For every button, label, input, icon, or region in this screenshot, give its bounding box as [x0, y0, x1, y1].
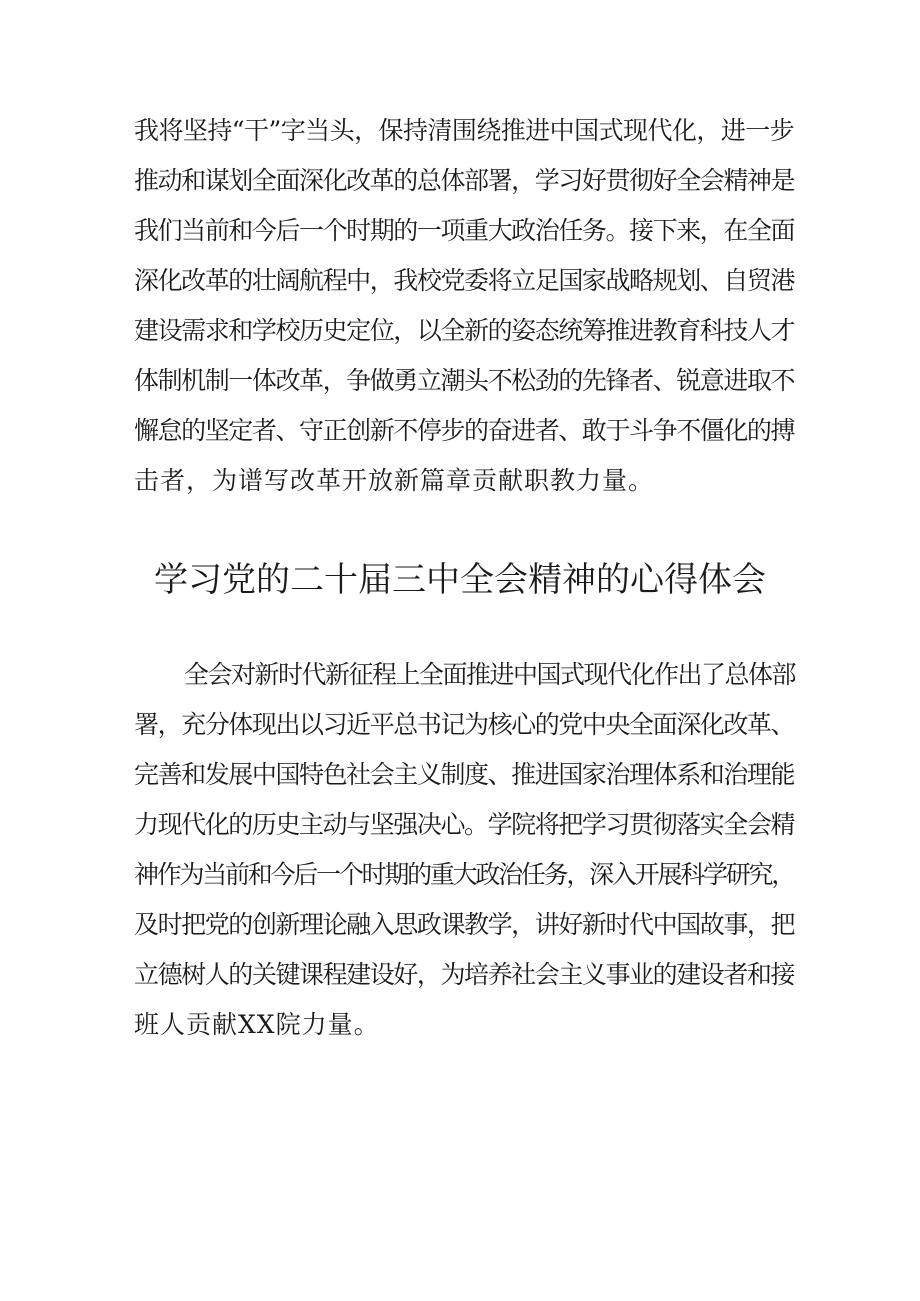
- section-title: 学习党的二十届三中全会精神的心得体会: [154, 560, 766, 600]
- paragraph-line: 推动和谋划全面深化改革的总体部署，学习好贯彻好全会精神是: [134, 166, 794, 195]
- paragraph-line: 我们当前和今后一个时期的一项重大政治任务。接下来，在全面: [134, 216, 794, 245]
- paragraph-line: 全会对新时代新征程上全面推进中国式现代化作出了总体部: [184, 660, 796, 689]
- paragraph-line: 深化改革的壮阔航程中，我校党委将立足国家战略规划、自贸港: [134, 266, 794, 295]
- paragraph-line: 建设需求和学校历史定位，以全新的姿态统筹推进教育科技人才: [134, 316, 794, 345]
- paragraph-line: 神作为当前和今后一个时期的重大政治任务，深入开展科学研究，: [134, 860, 794, 889]
- paragraph-line: 我将坚持“干”字当头，保持清围绕推进中国式现代化，进一步: [134, 116, 794, 145]
- paragraph-line: 班人贡献XX院力量。: [134, 1010, 380, 1039]
- paragraph-line: 懈怠的坚定者、守正创新不停步的奋进者、敢于斗争不僵化的搏: [134, 416, 794, 445]
- paragraph-commitment: [134, 106, 794, 506]
- paragraph-line: 及时把党的创新理论融入思政课教学，讲好新时代中国故事，把: [134, 910, 794, 939]
- paragraph-line: 体制机制一体改革，争做勇立潮头不松劲的先锋者、锐意进取不: [134, 366, 794, 395]
- paragraph-reflection: [134, 650, 794, 1050]
- paragraph-line: 署，充分体现出以习近平总书记为核心的党中央全面深化改革、: [134, 710, 794, 739]
- paragraph-line: 击者，为谱写改革开放新篇章贡献职教力量。: [134, 466, 655, 495]
- paragraph-line: 立德树人的关键课程建设好，为培养社会主义事业的建设者和接: [134, 960, 794, 989]
- paragraph-line: 完善和发展中国特色社会主义制度、推进国家治理体系和治理能: [134, 760, 794, 789]
- paragraph-line: 力现代化的历史主动与坚强决心。学院将把学习贯彻落实全会精: [134, 810, 794, 839]
